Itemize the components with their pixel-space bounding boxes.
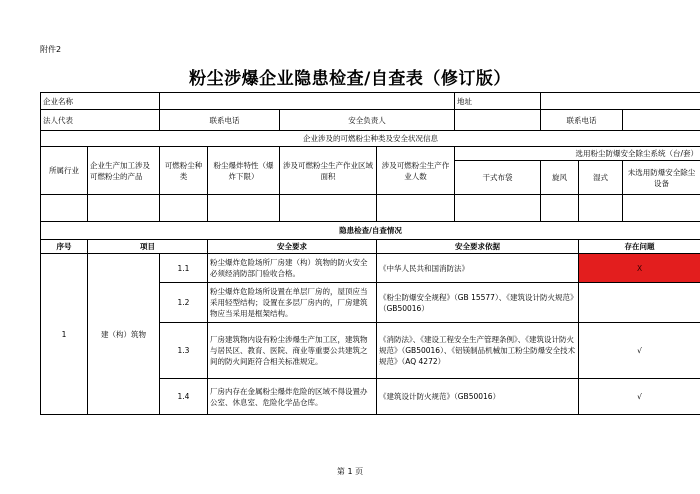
phone2-label: 联系电话 xyxy=(541,110,623,131)
dust-type-value[interactable] xyxy=(160,195,208,222)
row-basis: 《粉尘防爆安全规程》（GB 15577）、《建筑设计防火规范》（GB50016） xyxy=(377,283,579,323)
row-basis: 《消防法》、《建设工程安全生产管理条例》、《建筑设计防火规范》（GB50016）、《铝镁制品机械加工粉尘防爆安全技术规范》（AQ 4272） xyxy=(377,323,579,379)
checklist-table xyxy=(40,92,700,415)
check-section-heading: 隐患检查/自查情况 xyxy=(41,222,700,240)
page-number: 第 1 页 xyxy=(336,467,364,476)
row-no: 1.2 xyxy=(160,283,208,323)
company-row xyxy=(41,93,700,110)
row-no: 1.3 xyxy=(160,323,208,379)
attachment-label: 附件2 xyxy=(40,45,62,54)
area-value[interactable] xyxy=(280,195,377,222)
dry-bag-value[interactable] xyxy=(455,195,541,222)
eq-none: 未选用防爆安全除尘设备 xyxy=(623,161,700,195)
industry-value[interactable] xyxy=(41,195,88,222)
group-name: 建（构）筑物 xyxy=(88,254,160,415)
safety-head-label: 安全负责人 xyxy=(280,110,455,131)
col-people: 涉及可燃粉尘生产作业人数 xyxy=(377,147,455,195)
dust-heading-row xyxy=(41,131,700,147)
page-title: 粉尘涉爆企业隐患检查/自查表（修订版） xyxy=(189,69,511,89)
col-explosion: 粉尘爆炸特性（爆炸下限） xyxy=(208,147,280,195)
checklist-sheet xyxy=(40,92,700,422)
row-issue[interactable]: √ xyxy=(579,323,700,379)
row-basis: 《中华人民共和国消防法》 xyxy=(377,254,579,283)
phone-label: 联系电话 xyxy=(208,110,280,131)
col-process: 企业生产加工涉及可燃粉尘的产品 xyxy=(88,147,160,195)
col-basis: 安全要求依据 xyxy=(377,240,579,254)
col-no: 序号 xyxy=(41,240,88,254)
address-label: 地址 xyxy=(455,93,541,110)
group-no: 1 xyxy=(41,254,88,415)
row-no: 1.4 xyxy=(160,379,208,415)
dust-data-row xyxy=(41,195,700,222)
row-issue[interactable]: √ xyxy=(579,379,700,415)
process-value[interactable] xyxy=(88,195,160,222)
row-requirement: 粉尘爆炸危险场所厂房建（构）筑物的防火安全必须经消防部门验收合格。 xyxy=(208,254,377,283)
row-requirement: 厂房建筑物内设有粉尘涉爆生产加工区，建筑物与居民区、教育、医院、商业等重要公共建筑之间的防火间距符合相关标准规定。 xyxy=(208,323,377,379)
table-row xyxy=(41,254,700,283)
phone2-value[interactable] xyxy=(623,110,700,131)
col-issue: 存在问题 xyxy=(579,240,700,254)
col-area: 涉及可燃粉尘生产作业区域面积 xyxy=(280,147,377,195)
row-issue-flag[interactable]: X xyxy=(579,254,700,283)
people-value[interactable] xyxy=(377,195,455,222)
cyclone-value[interactable] xyxy=(541,195,579,222)
row-requirement: 厂房内存在金属粉尘爆炸危险的区域不得设置办公室、休息室、危险化学品仓库。 xyxy=(208,379,377,415)
explosion-value[interactable] xyxy=(208,195,280,222)
row-requirement: 粉尘爆炸危险场所设置在单层厂房的，屋顶应当采用轻型结构；设置在多层厂房内的，厂房建筑物应当采用是框架结构。 xyxy=(208,283,377,323)
eq-wet: 湿式 xyxy=(579,161,623,195)
col-industry: 所属行业 xyxy=(41,147,88,195)
wet-value[interactable] xyxy=(579,195,623,222)
none-value[interactable] xyxy=(623,195,700,222)
check-header-row xyxy=(41,240,700,254)
col-item: 项目 xyxy=(88,240,208,254)
dust-section-heading: 企业涉及的可燃粉尘种类及安全状况信息 xyxy=(41,131,700,147)
company-name-value[interactable] xyxy=(160,93,455,110)
safety-head-value[interactable] xyxy=(455,110,541,131)
address-value[interactable] xyxy=(541,93,700,110)
col-dust-type: 可燃粉尘种类 xyxy=(160,147,208,195)
row-issue[interactable] xyxy=(579,283,700,323)
legal-rep-value[interactable] xyxy=(160,110,208,131)
eq-cyclone: 旋风 xyxy=(541,161,579,195)
col-requirement: 安全要求 xyxy=(208,240,377,254)
eq-dry-bag: 干式布袋 xyxy=(455,161,541,195)
company-name-label: 企业名称 xyxy=(41,93,160,110)
legal-rep-label: 法人代表 xyxy=(41,110,160,131)
dust-header-row-1 xyxy=(41,147,700,161)
row-basis: 《建筑设计防火规范》（GB50016） xyxy=(377,379,579,415)
equipment-heading: 选用粉尘防爆安全除尘系统（台/套） xyxy=(455,147,700,161)
contact-row xyxy=(41,110,700,131)
check-heading-row xyxy=(41,222,700,240)
row-no: 1.1 xyxy=(160,254,208,283)
